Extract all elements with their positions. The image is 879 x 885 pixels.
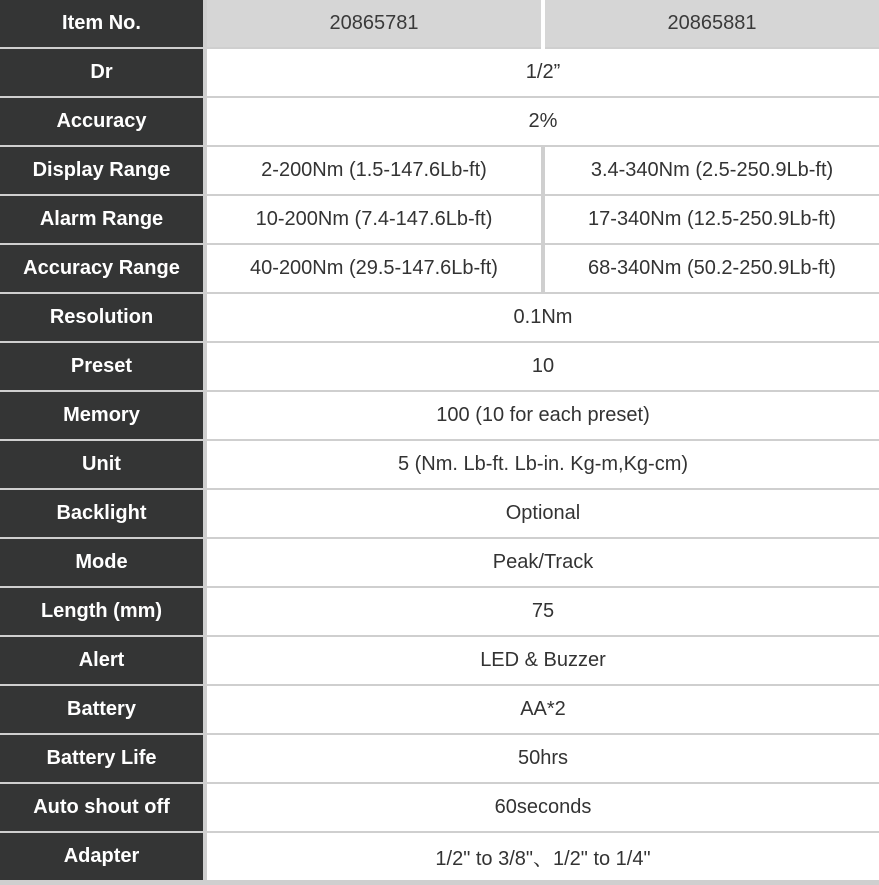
- row-label: Mode: [0, 538, 205, 587]
- row-value: 75: [205, 587, 879, 636]
- row-label: Alert: [0, 636, 205, 685]
- model-2: 20865881: [543, 0, 879, 48]
- row-value: AA*2: [205, 685, 879, 734]
- row-unit: [0, 440, 879, 489]
- model-1: 20865781: [205, 0, 543, 48]
- row-value-2: 3.4-340Nm (2.5-250.9Lb-ft): [543, 146, 879, 195]
- row-value: 1/2" to 3/8"、1/2" to 1/4": [205, 832, 879, 881]
- row-value: 60seconds: [205, 783, 879, 832]
- row-adapter: [0, 832, 879, 881]
- row-label: Preset: [0, 342, 205, 391]
- row-value: 2%: [205, 97, 879, 146]
- row-value: 100 (10 for each preset): [205, 391, 879, 440]
- row-label: Resolution: [0, 293, 205, 342]
- row-display-range: [0, 146, 879, 195]
- row-value: 1/2”: [205, 48, 879, 97]
- row-auto-shout-off: [0, 783, 879, 832]
- row-alert: [0, 636, 879, 685]
- row-resolution: [0, 293, 879, 342]
- row-length: [0, 587, 879, 636]
- row-value: 10: [205, 342, 879, 391]
- row-accuracy: [0, 97, 879, 146]
- row-label: Unit: [0, 440, 205, 489]
- row-alarm-range: [0, 195, 879, 244]
- row-label: Backlight: [0, 489, 205, 538]
- row-label: Auto shout off: [0, 783, 205, 832]
- row-value: Peak/Track: [205, 538, 879, 587]
- row-backlight: [0, 489, 879, 538]
- row-value: LED & Buzzer: [205, 636, 879, 685]
- row-label: Display Range: [0, 146, 205, 195]
- row-label: Battery: [0, 685, 205, 734]
- row-value: 5 (Nm. Lb-ft. Lb-in. Kg-m,Kg-cm): [205, 440, 879, 489]
- row-accuracy-range: [0, 244, 879, 293]
- row-value-2: 68-340Nm (50.2-250.9Lb-ft): [543, 244, 879, 293]
- row-label: Memory: [0, 391, 205, 440]
- row-label: Adapter: [0, 832, 205, 881]
- row-value-1: 2-200Nm (1.5-147.6Lb-ft): [205, 146, 543, 195]
- row-dr: [0, 48, 879, 97]
- row-value: Optional: [205, 489, 879, 538]
- row-label: Accuracy: [0, 97, 205, 146]
- row-value-1: 10-200Nm (7.4-147.6Lb-ft): [205, 195, 543, 244]
- row-battery: [0, 685, 879, 734]
- row-label: Accuracy Range: [0, 244, 205, 293]
- row-label: Length (mm): [0, 587, 205, 636]
- row-value: 0.1Nm: [205, 293, 879, 342]
- row-memory: [0, 391, 879, 440]
- row-preset: [0, 342, 879, 391]
- row-label: Battery Life: [0, 734, 205, 783]
- row-value-1: 40-200Nm (29.5-147.6Lb-ft): [205, 244, 543, 293]
- row-label: Alarm Range: [0, 195, 205, 244]
- row-mode: [0, 538, 879, 587]
- header-label: Item No.: [0, 0, 205, 48]
- header-row: [0, 0, 879, 48]
- row-value-2: 17-340Nm (12.5-250.9Lb-ft): [543, 195, 879, 244]
- row-label: Dr: [0, 48, 205, 97]
- row-battery-life: [0, 734, 879, 783]
- row-value: 50hrs: [205, 734, 879, 783]
